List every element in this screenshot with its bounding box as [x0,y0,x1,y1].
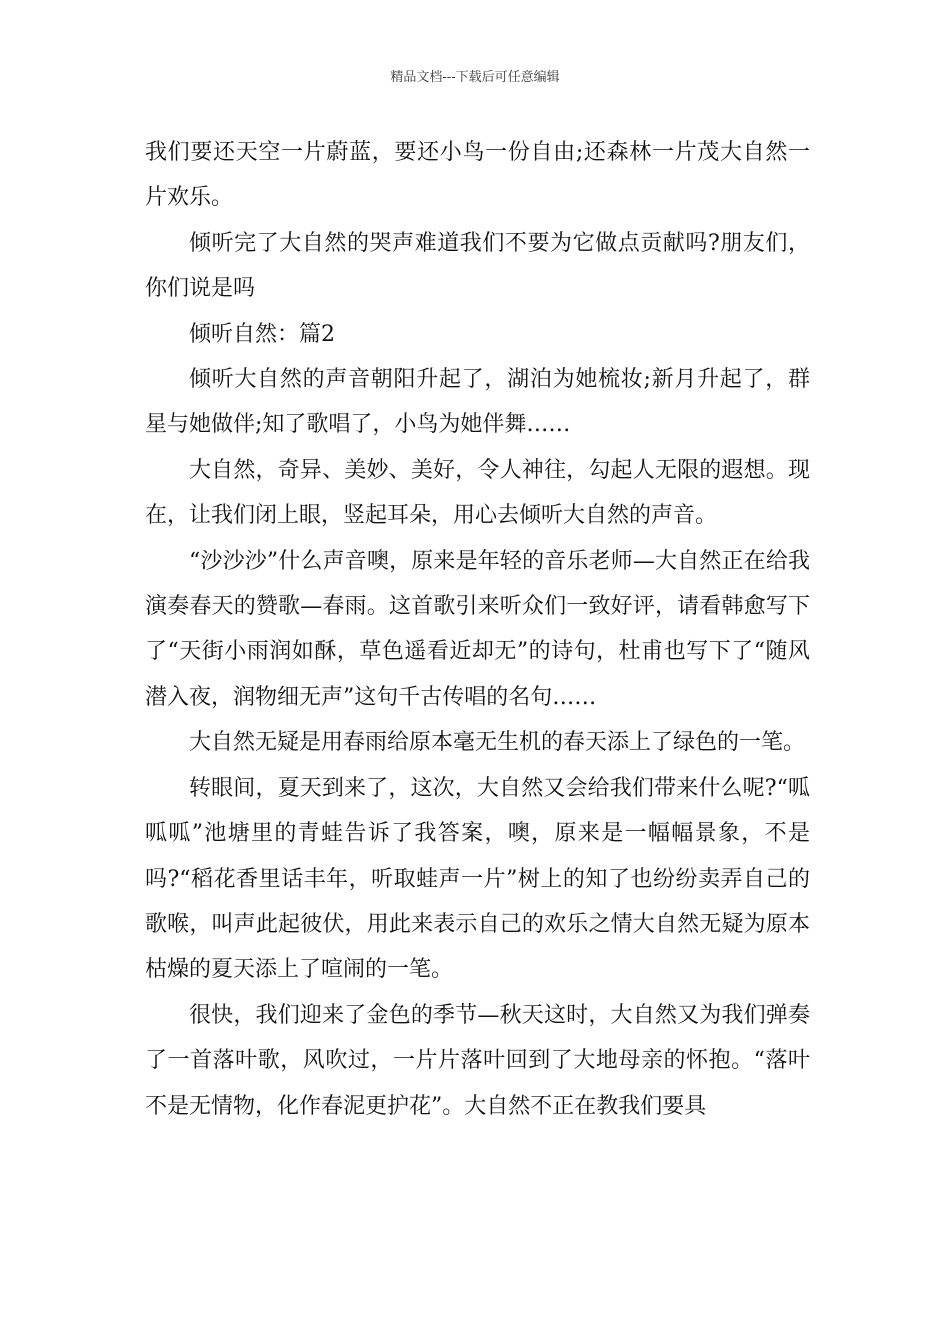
document-body [145,130,810,1129]
paragraph-2: 倾听完了大自然的哭声难道我们不要为它做点贡献吗?朋友们，你们说是吗 [145,230,810,302]
paragraph-4: 大自然，奇异、美妙、美好，令人神往，勾起人无限的遐想。现在，让我们闭上眼，竖起耳朵，用心去倾听大自然的声音。 [145,457,810,529]
paragraph-6: 大自然无疑是用春雨给原本毫无生机的春天添上了绿色的一笔。 [189,730,806,756]
paragraph-5: “沙沙沙”什么声音噢，原来是年轻的音乐老师—大自然正在给我演奏春天的赞歌—春雨。这首歌引来听众们一致好评，请看韩愈写下了“天街小雨润如酥，草色遥看近却无”的诗句，杜甫也写下了“随风潜入夜，润物细无声”这句千古传唱的名句…… [145,548,810,710]
paragraph-1: 我们要还天空一片蔚蓝，要还小鸟一份自由;还森林一片茂大自然一片欢乐。 [145,140,810,211]
page-header: 精品文档---下载后可任意编辑 [390,70,560,85]
paragraph-8: 很快，我们迎来了金色的季节—秋天这时，大自然又为我们弹奏了一首落叶歌，风吹过，一片片落叶回到了大地母亲的怀抱。“落叶不是无情物，化作春泥更护花”。大自然不正在教我们要具 [145,1002,810,1119]
paragraph-3: 倾听大自然的声音朝阳升起了，湖泊为她梳妆;新月升起了，群星与她做伴;知了歌唱了，小鸟为她伴舞…… [145,367,810,438]
section-heading: 倾听自然：篇2 [189,321,335,347]
paragraph-7: 转眼间，夏天到来了，这次，大自然又会给我们带来什么呢?“呱呱呱”池塘里的青蛙告诉了我答案，噢，原来是一幅幅景象，不是吗?“稻花香里话丰年，听取蛙声一片”树上的知了也纷纷卖弄自己的歌喉，叫声此起彼伏，用此来表示自己的欢乐之情大自然无疑为原本枯燥的夏天添上了喧闹的一笔。 [145,775,810,983]
